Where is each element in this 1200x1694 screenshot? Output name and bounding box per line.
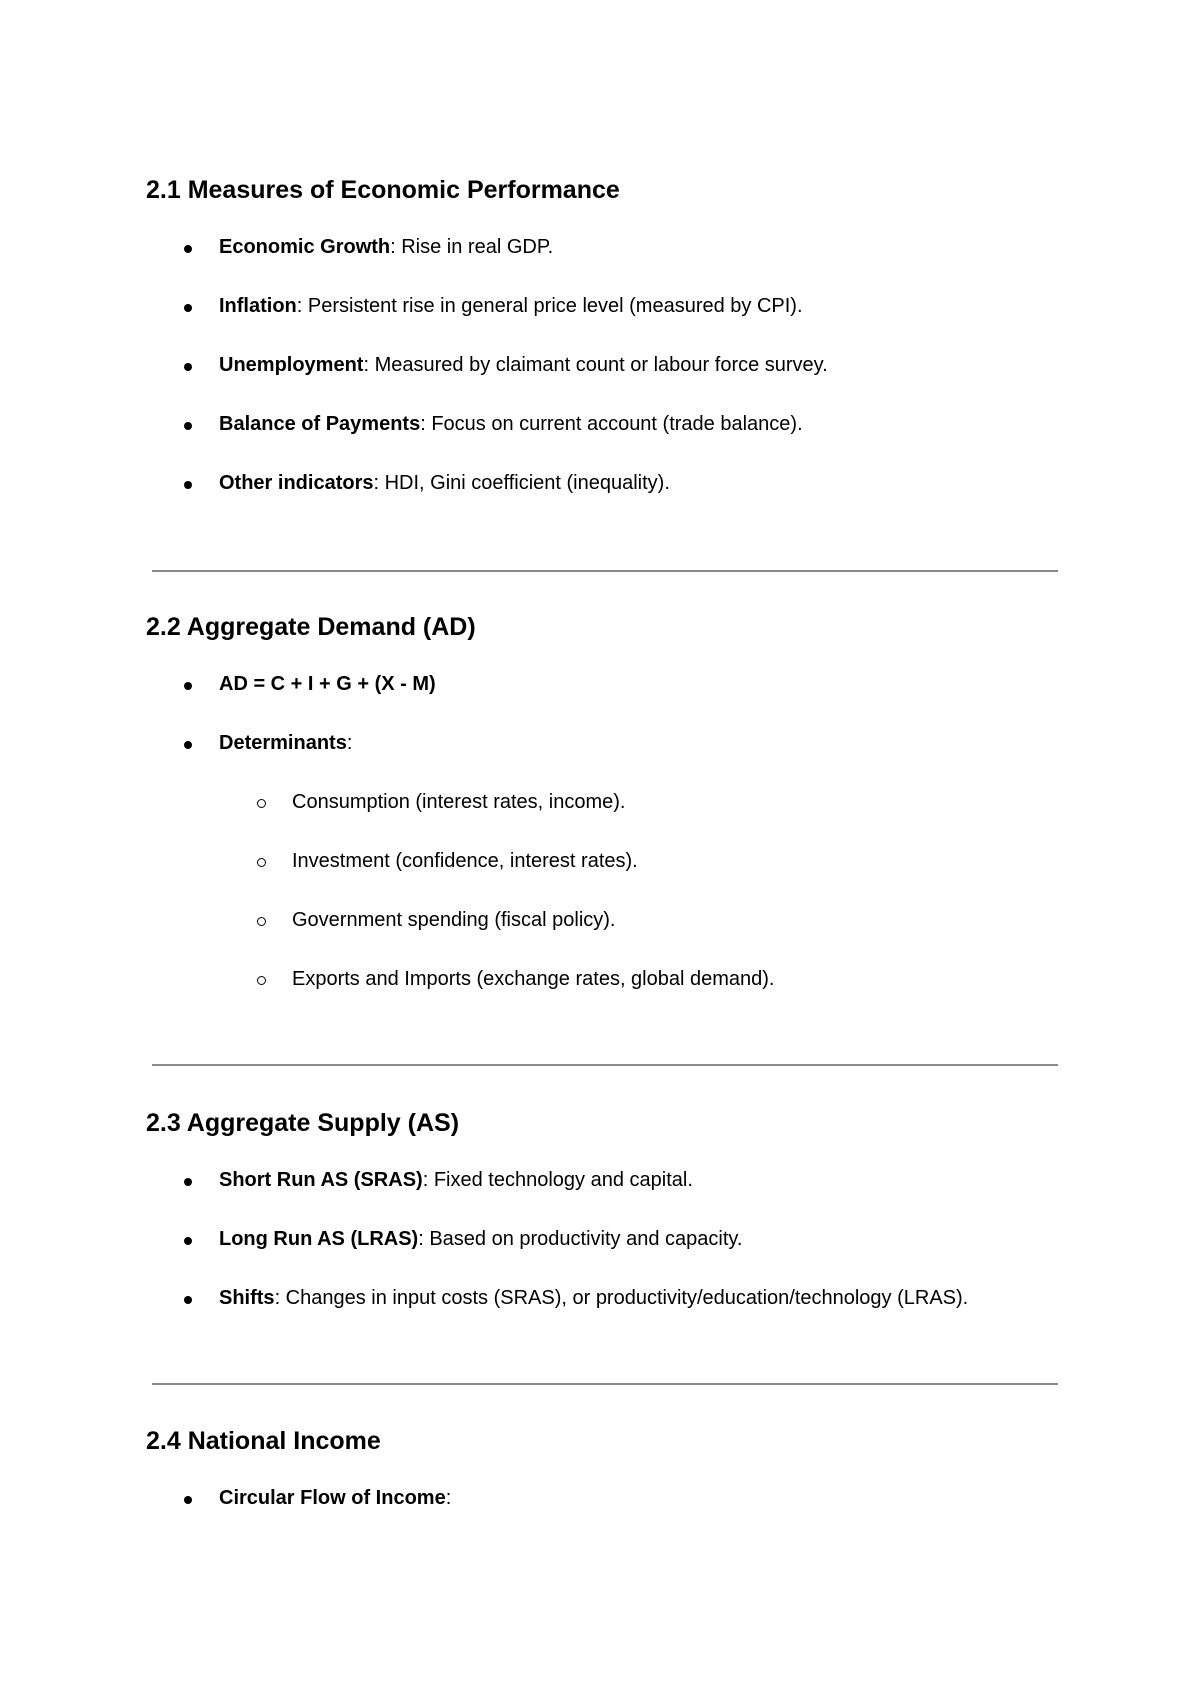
list-item-text [219, 409, 803, 439]
list-item-text [219, 669, 436, 699]
term-label: Long Run AS (LRAS) [219, 1228, 419, 1250]
section-heading-national-income: 2.4 National Income [146, 1427, 381, 1455]
term-description: : Focus on current account (trade balance). [420, 413, 803, 435]
bullet-icon [184, 304, 192, 312]
sub-list-item-text: Consumption (interest rates, income). [292, 791, 626, 813]
list-item-text [219, 1224, 742, 1254]
hollow-bullet-icon [257, 976, 266, 985]
sub-list-item-text: Exports and Imports (exchange rates, global demand). [292, 968, 775, 990]
list-item [0, 350, 1200, 380]
bullet-icon [184, 1296, 192, 1304]
bullet-icon [184, 363, 192, 371]
term-description: : Changes in input costs (SRAS), or productivity/education/technology (LRAS). [274, 1287, 969, 1309]
list-item [0, 468, 1200, 498]
sub-list-item [0, 787, 1200, 817]
bullet-icon [184, 1237, 192, 1245]
list-item-text [219, 232, 553, 262]
list-item [0, 1224, 1200, 1254]
sub-list-item-text: Government spending (fiscal policy). [292, 909, 616, 931]
term-description: : Measured by claimant count or labour force survey. [363, 354, 828, 376]
term-description: : Fixed technology and capital. [422, 1169, 693, 1191]
term-label: Circular Flow of Income [219, 1487, 446, 1509]
hollow-bullet-icon [257, 858, 266, 867]
bullet-icon [184, 245, 192, 253]
list-item-text [219, 1283, 968, 1313]
list-item-text [219, 1483, 451, 1513]
bullet-icon [184, 682, 192, 690]
hollow-bullet-icon [257, 799, 266, 808]
hollow-bullet-icon [257, 917, 266, 926]
sub-list-item [0, 905, 1200, 935]
list-item [0, 1165, 1200, 1195]
list-item [0, 728, 1200, 758]
term-description: : [445, 1487, 452, 1509]
list-item [0, 1483, 1200, 1513]
bullet-icon [184, 422, 192, 430]
list-item [0, 1283, 1200, 1313]
section-divider [152, 1064, 1058, 1066]
list-item-text [219, 468, 670, 498]
section-heading-measures: 2.1 Measures of Economic Performance [146, 176, 620, 204]
term-label: Other indicators [219, 472, 374, 494]
bullet-icon [184, 1178, 192, 1186]
term-label: Determinants [219, 732, 347, 754]
list-item [0, 232, 1200, 262]
term-label: Shifts [219, 1287, 275, 1309]
term-label: Unemployment [219, 354, 364, 376]
list-item-text [219, 350, 828, 380]
section-divider [152, 1383, 1058, 1385]
term-description: : HDI, Gini coefficient (inequality). [373, 472, 670, 494]
term-description: : Based on productivity and capacity. [418, 1228, 743, 1250]
list-item [0, 669, 1200, 699]
list-item [0, 291, 1200, 321]
list-item-text [219, 728, 352, 758]
term-description: : [346, 732, 353, 754]
term-description: : Persistent rise in general price level (measured by CPI). [296, 295, 803, 317]
term-label: Short Run AS (SRAS) [219, 1169, 423, 1191]
bullet-icon [184, 1496, 192, 1504]
bullet-icon [184, 481, 192, 489]
section-heading-aggregate-demand: 2.2 Aggregate Demand (AD) [146, 613, 476, 641]
sub-list-item-text: Investment (confidence, interest rates). [292, 850, 638, 872]
term-label: Balance of Payments [219, 413, 421, 435]
term-label: AD = C + I + G + (X - M) [219, 673, 436, 695]
sub-list-item [0, 964, 1200, 994]
section-heading-aggregate-supply: 2.3 Aggregate Supply (AS) [146, 1109, 460, 1137]
list-item-text [219, 1165, 693, 1195]
list-item-text [219, 291, 803, 321]
term-label: Economic Growth [219, 236, 391, 258]
list-item [0, 409, 1200, 439]
bullet-icon [184, 741, 192, 749]
section-divider [152, 570, 1058, 572]
term-description: : Rise in real GDP. [390, 236, 554, 258]
sub-list-item [0, 846, 1200, 876]
term-label: Inflation [219, 295, 297, 317]
